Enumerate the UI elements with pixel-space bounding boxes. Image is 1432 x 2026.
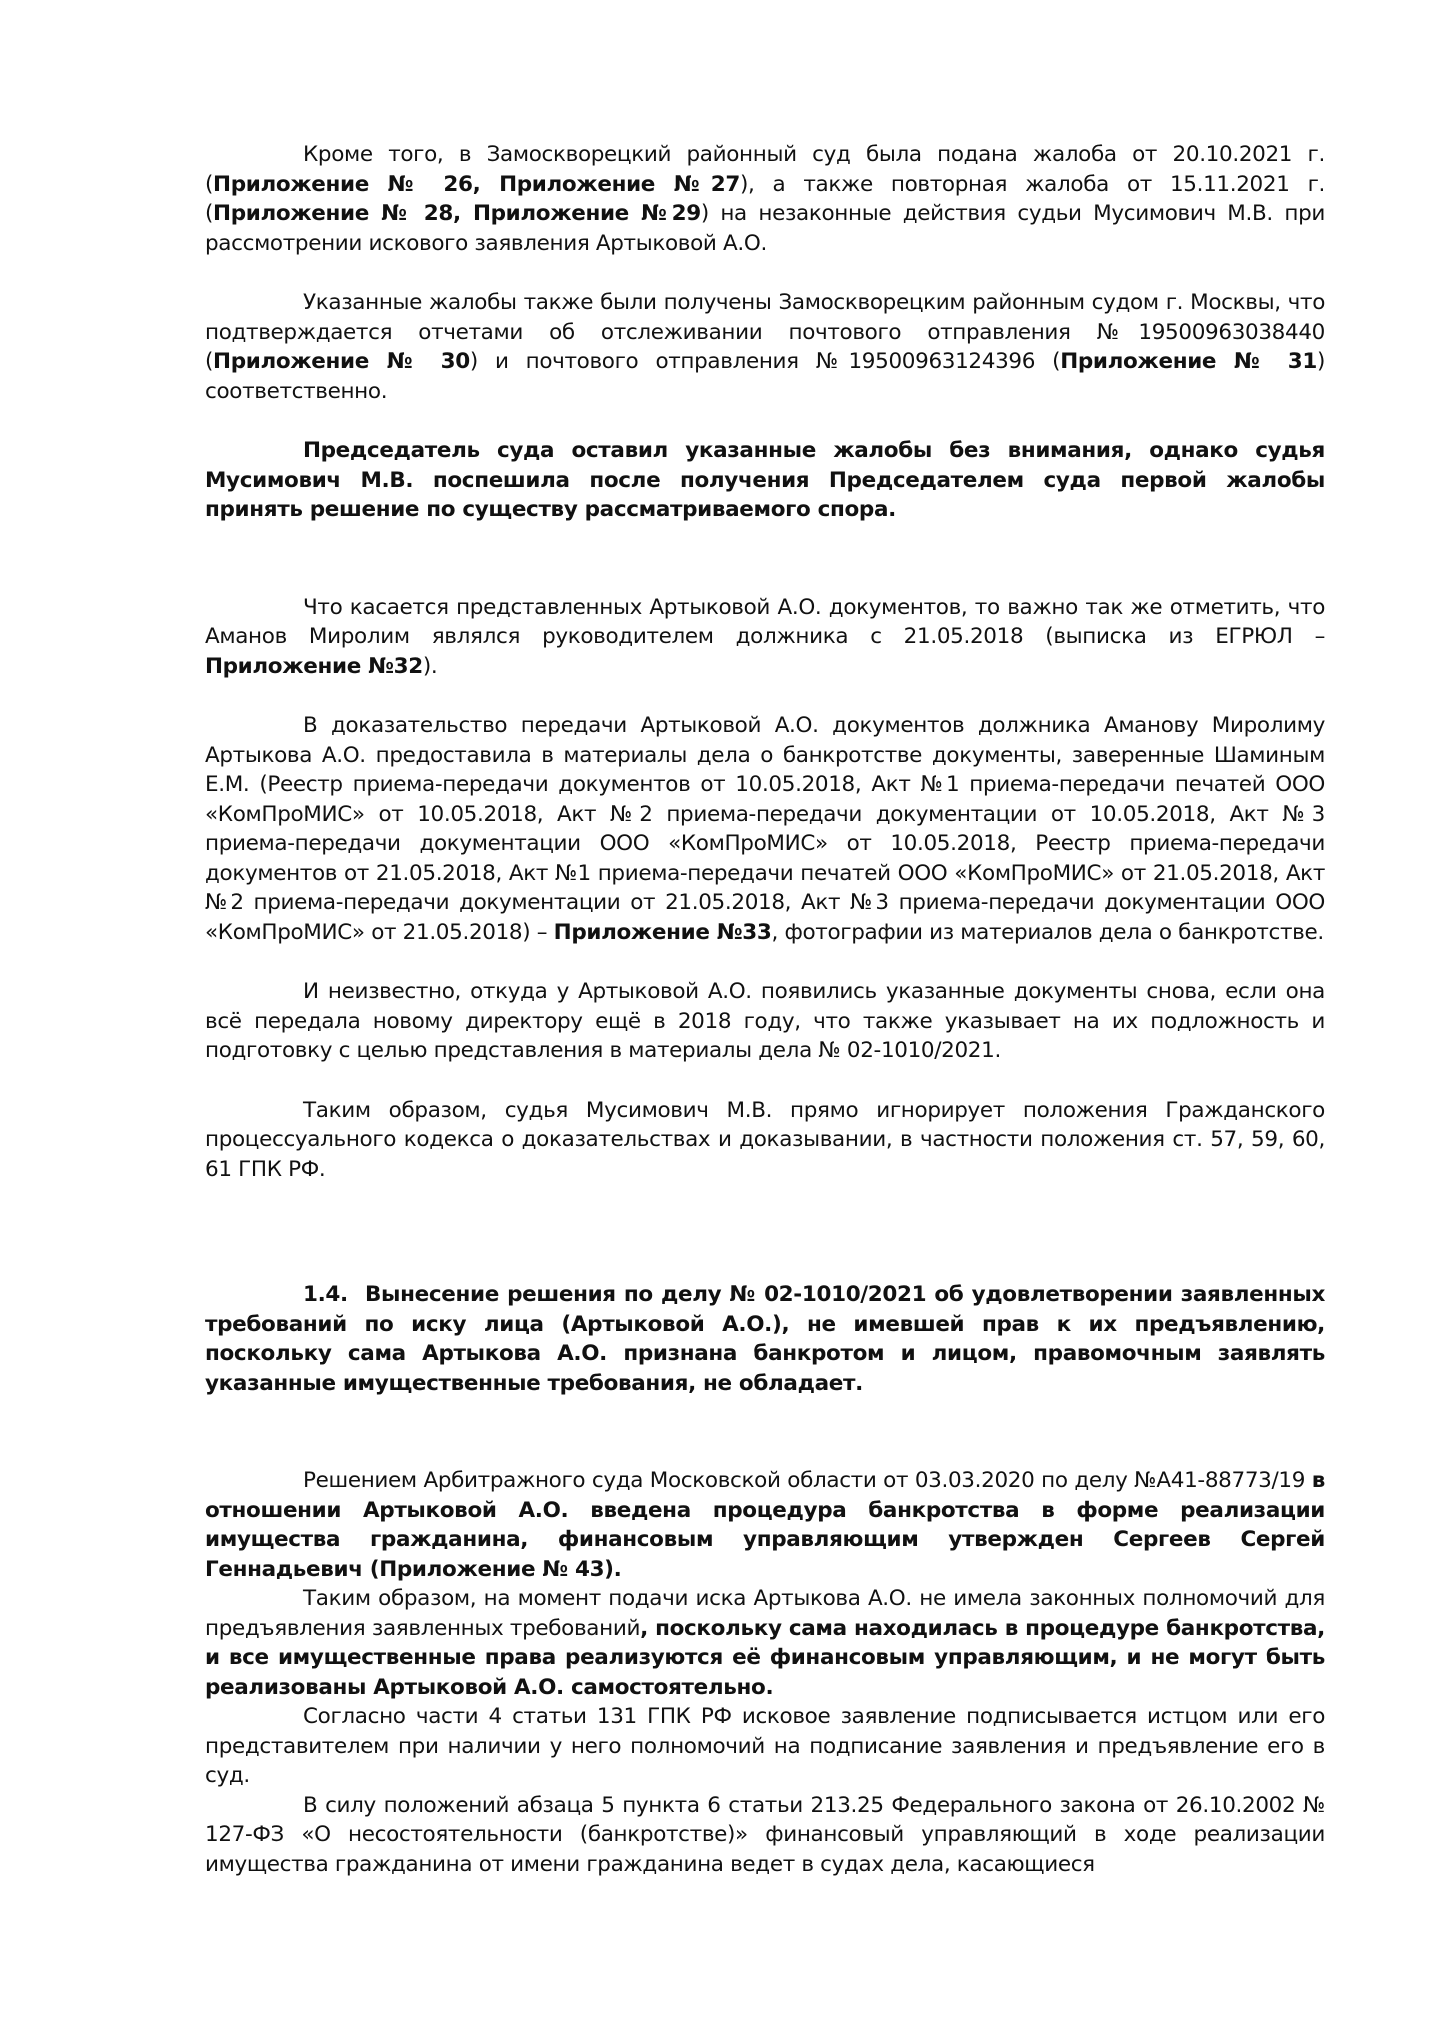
- text: ).: [422, 653, 438, 679]
- text: И неизвестно, откуда у Артыковой А.О. появились указанные документы снова, если она всё передала новому директору ещё в 2018 году, что также указывает на их подложность и подготовку с целью представления в материалы дела № 02-1010/2021.: [205, 979, 1325, 1063]
- section-number: 1.4.: [303, 1282, 348, 1307]
- section-title: Вынесение решения по делу № 02-1010/2021 об удовлетворении заявленных требований по иску лица (Артыковой А.О.), не имевшей прав к их предъявлению, поскольку сама Артыкова А.О. признана банкротом и лицом, правомочным заявлять указанные имущественные требования, не обладает.: [205, 1282, 1325, 1396]
- paragraph-evidence: [205, 711, 1325, 947]
- emphasis-text: Председатель суда оставил указанные жалобы без внимания, однако судья Мусимович М.В. поспешила после получения Председателем суда первой жалобы принять решение по существу рассматриваемого спора.: [205, 438, 1325, 522]
- text: В доказательство передачи Артыковой А.О. документов должника Аманову Миролиму Артыкова А.О. предоставила в материалы дела о банкротстве документы, заверенные Шаминым Е.М. (Реестр приема-передачи документов от 10.05.2018, Акт №1 приема-передачи печатей ООО «КомПроМИС» от 10.05.2018, Акт №2 приема-передачи документации от 10.05.2018, Акт №3 приема-передачи документации ООО «КомПроМИС» от 10.05.2018, Реестр приема-передачи документов от 21.05.2018, Акт №1 приема-передачи печатей ООО «КомПроМИС» от 21.05.2018, Акт №2 приема-передачи документации от 21.05.2018, Акт №3 приема-передачи документации ООО «КомПроМИС» от 21.05.2018) –: [205, 713, 1325, 945]
- text: Кроме того, в Замоскворецкий районный суд была подана жалоба от 20.10.2021 г. (: [205, 142, 1325, 197]
- document-body: [205, 140, 1325, 1879]
- emphasis-text: , поскольку сама находилась в процедуре банкротства, и все имущественные права реализуются её финансовым управляющим, и не могут быть реализованы Артыковой А.О. самостоятельно.: [205, 1615, 1325, 1700]
- paragraph-chairman: [205, 436, 1325, 525]
- paragraph-documents: [205, 593, 1325, 682]
- text: В силу положений абзаца 5 пункта 6 статьи 213.25 Федерального закона от 26.10.2002 № 127-ФЗ «О несостоятельности (банкротстве)» финансовый управляющий в ходе реализации имущества гражданина от имени гражданина ведет в судах дела, касающиеся: [205, 1792, 1325, 1877]
- text: ), а также повторная жалоба от 15.11.2021 г. (: [205, 171, 1325, 226]
- text: ) на незаконные действия судьи Мусимович М.В. при рассмотрении искового заявления Артыковой А.О.: [205, 201, 1325, 256]
- appendix-ref: Приложение №33: [553, 919, 772, 945]
- text: Указанные жалобы также были получены Замоскворецким районным судом г. Москвы, что подтверждается отчетами об отслеживании почтового отправления №19500963038440 (: [205, 290, 1325, 374]
- paragraph-complaints: [205, 140, 1325, 258]
- appendix-ref: Приложение № 31: [1060, 349, 1317, 374]
- text: , фотографии из материалов дела о банкротстве.: [771, 919, 1324, 945]
- text: ) соответственно.: [205, 349, 1326, 404]
- emphasis-text: в отношении Артыковой А.О. введена процедура банкротства в форме реализации имущества гражданина, финансовым управляющим утвержден Сергеев Сергей Геннадьевич (Приложение № 43).: [205, 1468, 1325, 1582]
- text: Таким образом, судья Мусимович М.В. прямо игнорирует положения Гражданского процессуального кодекса о доказательствах и доказывании, в частности положения ст. 57, 59, 60, 61 ГПК РФ.: [205, 1097, 1325, 1182]
- appendix-ref: Приложение № 30: [213, 349, 470, 374]
- text: Согласно части 4 статьи 131 ГПК РФ исковое заявление подписывается истцом или его представителем при наличии у него полномочий на подписание заявления и предъявление его в суд.: [205, 1704, 1325, 1788]
- text: Таким образом, на момент подачи иска Артыкова А.О. не имела законных полномочий для предъявления заявленных требований: [205, 1586, 1325, 1641]
- section-heading: [205, 1280, 1325, 1398]
- paragraph-unknown-origin: [205, 977, 1325, 1066]
- paragraph-no-authority: [205, 1584, 1325, 1702]
- appendix-ref: Приложение №32: [205, 653, 423, 679]
- appendix-ref: Приложение № 28, Приложение №29: [213, 201, 701, 226]
- appendix-ref: Приложение № 26, Приложение №27: [213, 171, 740, 197]
- paragraph-tracking: [205, 288, 1325, 406]
- paragraph-ignores: [205, 1096, 1325, 1185]
- paragraph-article-213: [205, 1791, 1325, 1880]
- text: ) и почтового отправления №19500963124396 (: [469, 349, 1061, 374]
- paragraph-arbitration: [205, 1466, 1325, 1584]
- paragraph-article-131: [205, 1702, 1325, 1791]
- text: Решением Арбитражного суда Московской области от 03.03.2020 по делу №А41-88773/19: [303, 1468, 1312, 1493]
- text: Что касается представленных Артыковой А.О. документов, то важно так же отметить, что Аманов Миролим являлся руководителем должника с 21.05.2018 (выписка из ЕГРЮЛ –: [205, 594, 1325, 649]
